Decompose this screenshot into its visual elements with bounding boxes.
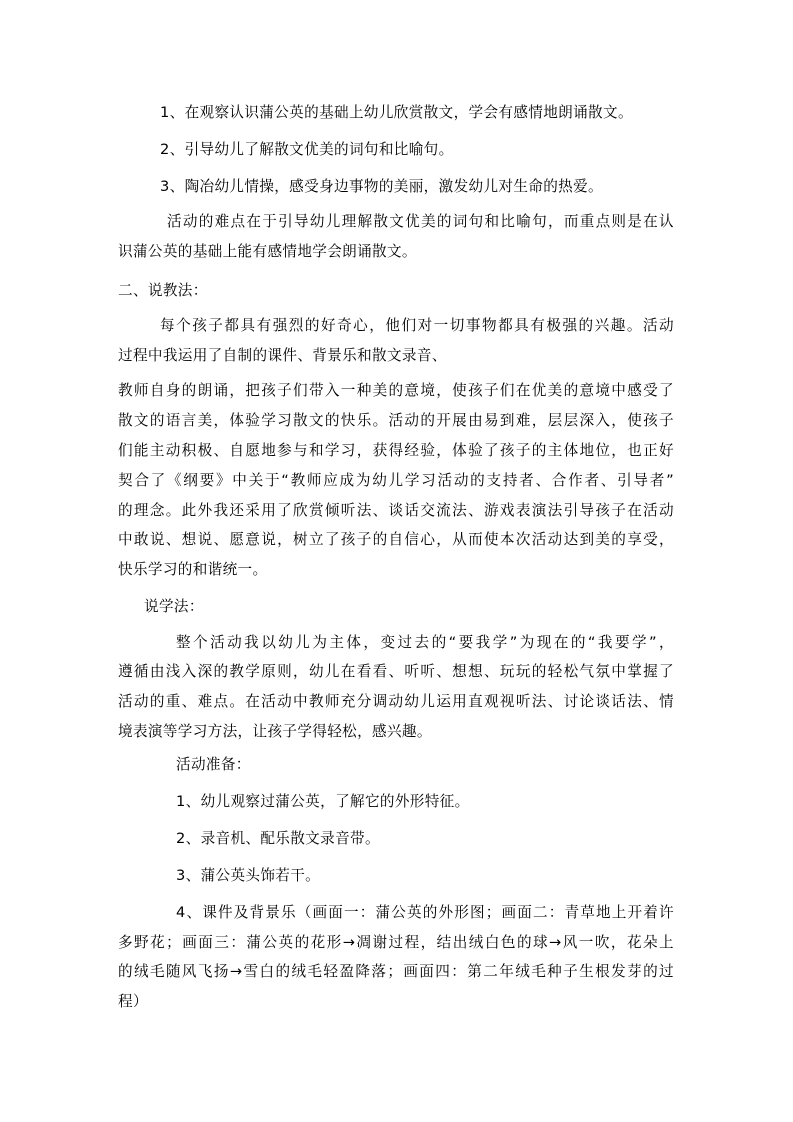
learning-para-line-3: 活动的重、难点。在活动中教师充分调动幼儿运用直观视听法、讨论谈话法、情	[118, 693, 674, 710]
objective-item-1: 1、在观察认识蒲公英的基础上幼儿欣赏散文，学会有感情地朗诵散文。	[160, 104, 633, 121]
preparation-item-4-line-1: 4、课件及背景乐（画面一：蒲公英的外形图；画面二：青草地上开着许	[176, 904, 674, 921]
teaching-para2-line-6: 中敢说、想说、愿意说，树立了孩子的自信心，从而使本次活动达到美的享受，	[118, 531, 674, 548]
learning-para-line-2: 遵循由浅入深的教学原则，幼儿在看看、听听、想想、玩玩的轻松气氛中掌握了	[118, 663, 674, 680]
preparation-item-4-line-4: 程）	[118, 993, 148, 1010]
objective-item-3: 3、陶冶幼儿情操，感受身边事物的美丽，激发幼儿对生命的热爱。	[160, 178, 604, 195]
teaching-para2-line-4: 契合了《纲要》中关于“教师应成为幼儿学习活动的支持者、合作者、引导者”	[118, 472, 674, 489]
preparation-item-1: 1、幼儿观察过蒲公英，了解它的外形特征。	[176, 793, 470, 810]
teaching-para1-line-1: 每个孩子都具有强烈的好奇心，他们对一切事物都具有极强的兴趣。活动	[160, 317, 674, 334]
preparation-item-3: 3、蒲公英头饰若干。	[176, 867, 321, 884]
learning-para-line-1: 整个活动我以幼儿为主体，变过去的“要我学”为现在的“我要学”，	[176, 634, 674, 651]
teaching-para2-line-3: 们能主动积极、自愿地参与和学习，获得经验，体验了孩子的主体地位，也正好	[118, 442, 674, 459]
teaching-para2-line-5: 的理念。此外我还采用了欣赏倾听法、谈话交流法、游戏表演法引导孩子在活动	[118, 502, 674, 519]
section-heading-teaching-method: 二、说教法：	[118, 282, 208, 299]
teaching-para2-line-1: 教师自身的朗诵，把孩子们带入一种美的意境，使孩子们在优美的意境中感受了	[118, 382, 674, 399]
teaching-para2-line-7: 快乐学习的和谐统一。	[118, 561, 268, 578]
teaching-para1-line-2: 过程中我运用了自制的课件、背景乐和散文录音、	[118, 347, 447, 364]
section-heading-preparation: 活动准备：	[176, 756, 251, 773]
objective-item-2: 2、引导幼儿了解散文优美的词句和比喻句。	[160, 141, 454, 158]
learning-para-line-4: 境表演等学习方法，让孩子学得轻松，感兴趣。	[118, 723, 432, 740]
preparation-item-2: 2、录音机、配乐散文录音带。	[176, 830, 380, 847]
teaching-para2-line-2: 散文的语言美，体验学习散文的快乐。活动的开展由易到难，层层深入，使孩子	[118, 412, 674, 429]
preparation-item-4-line-3: 的绒毛随风飞扬→雪白的绒毛轻盈降落；画面四：第二年绒毛种子生根发芽的过	[118, 963, 674, 980]
section-heading-learning-method: 说学法：	[144, 598, 204, 615]
difficulty-line-1: 活动的难点在于引导幼儿理解散文优美的词句和比喻句，而重点则是在认	[167, 213, 674, 230]
difficulty-line-2: 识蒲公英的基础上能有感情地学会朗诵散文。	[118, 243, 417, 260]
preparation-item-4-line-2: 多野花；画面三：蒲公英的花形→凋谢过程，结出绒白色的球→风一吹，花朵上	[118, 934, 674, 951]
